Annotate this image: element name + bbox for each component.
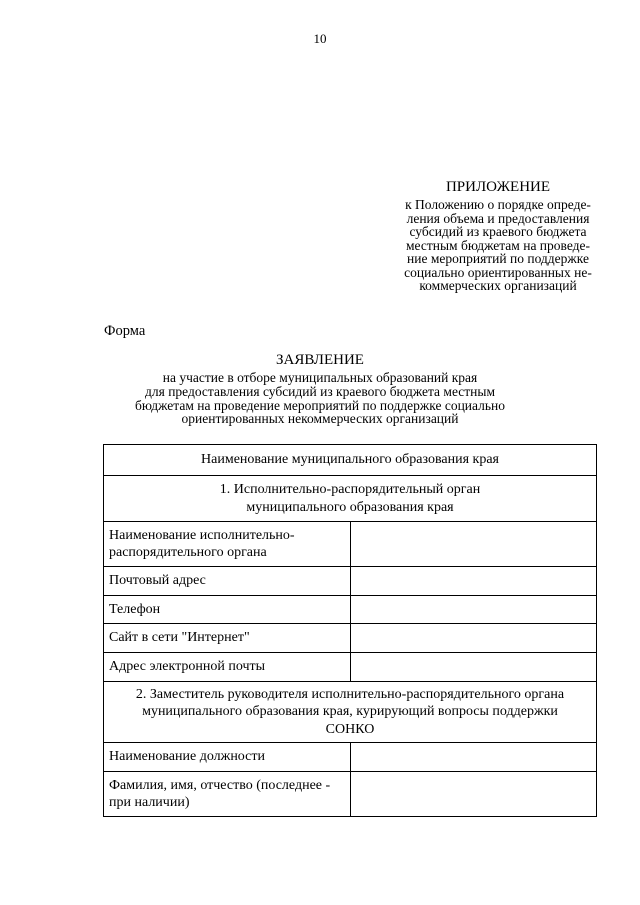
value-cell-email[interactable] xyxy=(350,653,597,682)
form-label: Форма xyxy=(104,323,146,339)
section-2-header-row xyxy=(104,682,597,743)
value-cell-postal-address[interactable] xyxy=(350,567,597,596)
section-2-title-line: 2. Заместитель руководителя исполнительно-распорядительного органа xyxy=(135,686,565,702)
field-label-phone xyxy=(104,596,351,624)
field-label-line: Адрес электронной почты xyxy=(109,659,266,675)
document-subtitle xyxy=(0,371,640,426)
field-label-line: Сайт в сети "Интернет" xyxy=(109,630,250,646)
field-label-postal-address xyxy=(104,567,351,596)
subtitle-line: бюджетам на проведение мероприятий по поддержке социально xyxy=(134,397,506,413)
appendix-block xyxy=(390,178,606,293)
value-cell-website[interactable] xyxy=(350,624,597,653)
document-title: ЗАЯВЛЕНИЕ xyxy=(276,352,364,368)
table-row xyxy=(104,624,597,653)
appendix-line: субсидий из краевого бюджета xyxy=(409,224,587,239)
field-label-line: при наличии) xyxy=(109,795,190,810)
field-label-line: Телефон xyxy=(109,601,161,617)
section-2-title-line: муниципального образования края, курирующий вопросы поддержки xyxy=(142,704,558,720)
section-1-title-line: 1. Исполнительно-распорядительный орган xyxy=(219,482,481,497)
field-label-position xyxy=(104,743,351,772)
section-2-title xyxy=(104,682,597,743)
header-text: Наименование муниципального образования края xyxy=(201,452,499,468)
section-2-title-line: СОНКО xyxy=(325,721,375,737)
appendix-title: ПРИЛОЖЕНИЕ xyxy=(445,179,551,195)
field-label-line: Почтовый адрес xyxy=(109,573,206,589)
field-label-website xyxy=(104,624,351,653)
section-1-title-line: муниципального образования края xyxy=(246,499,454,515)
municipality-name-header xyxy=(104,445,597,476)
appendix-line: коммерческих организаций xyxy=(419,278,577,293)
application-form-table xyxy=(103,444,597,817)
appendix-line: социально ориентированных не- xyxy=(404,264,592,280)
page-number: 10 xyxy=(313,31,327,46)
appendix-line: к Положению о порядке опреде- xyxy=(405,197,591,212)
value-cell-phone[interactable] xyxy=(350,596,597,624)
appendix-line: ления объема и предоставления xyxy=(406,210,590,226)
value-cell-full-name[interactable] xyxy=(350,772,597,817)
field-label-line: Наименование исполнительно- xyxy=(109,527,295,543)
table-row xyxy=(104,743,597,772)
value-cell-organ-name[interactable] xyxy=(350,522,597,567)
field-label-line: Наименование должности xyxy=(109,749,265,765)
field-label-full-name xyxy=(104,772,351,817)
table-row xyxy=(104,522,597,567)
field-label-line: распорядительного органа xyxy=(109,545,267,560)
appendix-line: ние мероприятий по поддержке xyxy=(407,251,589,266)
table-header-row xyxy=(104,445,597,476)
appendix-line: местным бюджетам на проведе- xyxy=(405,237,590,253)
field-label-email xyxy=(104,653,351,682)
value-cell-position[interactable] xyxy=(350,743,597,772)
subtitle-line: на участие в отборе муниципальных образований края xyxy=(162,370,478,385)
table-row xyxy=(104,772,597,817)
section-1-title xyxy=(104,476,597,522)
section-1-header-row xyxy=(104,476,597,522)
table-row xyxy=(104,596,597,624)
subtitle-line: для предоставления субсидий из краевого бюджета местным xyxy=(145,383,495,399)
field-label-organ-name xyxy=(104,522,351,567)
table-row xyxy=(104,567,597,596)
field-label-line: Фамилия, имя, отчество (последнее - xyxy=(109,777,331,793)
subtitle-line: ориентированных некоммерческих организаций xyxy=(181,411,459,427)
table-row xyxy=(104,653,597,682)
